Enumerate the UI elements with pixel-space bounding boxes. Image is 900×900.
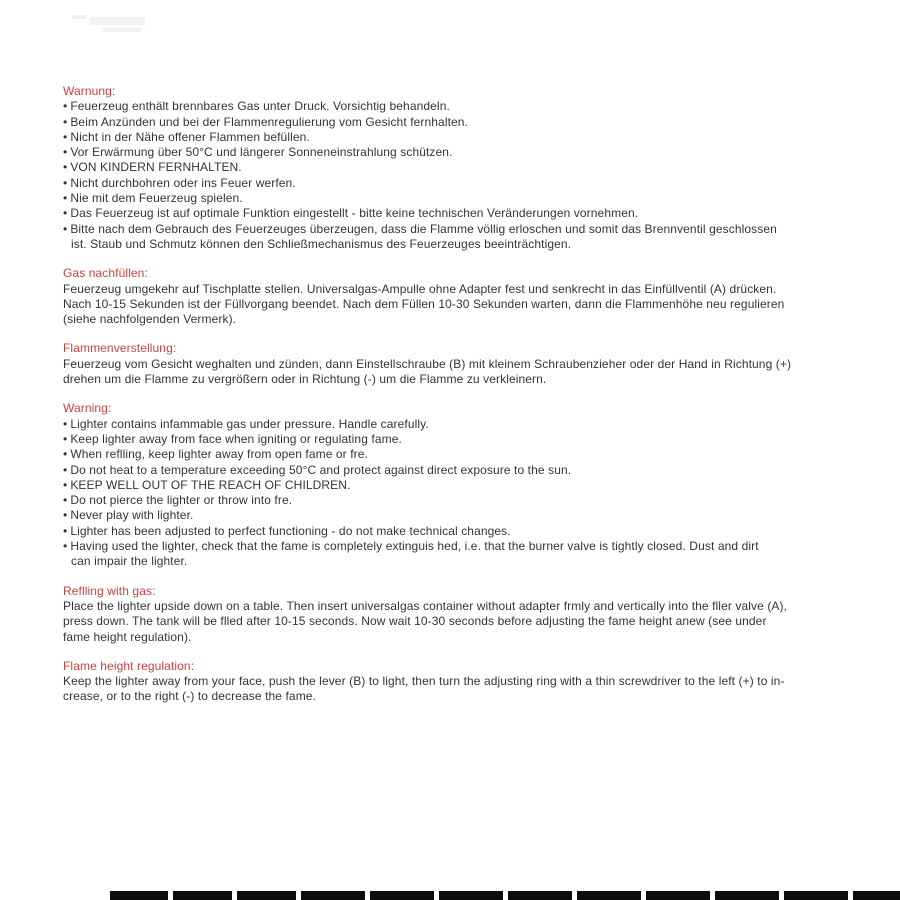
bullet-text: Das Feuerzeug ist auf optimale Funktion eingestellt - bitte keine technischen Veränderungen vornehmen. (70, 206, 639, 221)
bullet-line (63, 447, 858, 462)
bullet-line (63, 176, 858, 191)
bottom-bar-segment (784, 891, 848, 900)
bullet-marker: • (63, 160, 68, 175)
bullet-marker: • (63, 462, 68, 477)
instruction-sheet (63, 84, 858, 719)
paragraph (63, 599, 858, 645)
paragraph-line: crease, or to the right (-) to decrease the fame. (63, 689, 317, 704)
bullet-item (63, 463, 858, 478)
bullet-line-continuation (63, 237, 858, 252)
bullet-line (63, 432, 858, 447)
paragraph-line: Feuerzeug umgekehr auf Tischplatte stellen. Universalgas-Ampulle ohne Adapter fest und senkrecht in das Einfüllventil (A) drücken. (63, 281, 777, 296)
bullet-line (63, 417, 858, 432)
bullet-marker: • (63, 539, 68, 554)
paragraph-line: Keep the lighter away from your face, push the lever (B) to light, then turn the adjusting ring with a thin screwdriver to the left (+) to in- (63, 674, 785, 689)
bullet-item (63, 508, 858, 523)
paragraph (63, 282, 858, 328)
bullet-item (63, 191, 858, 206)
bullet-text: Do not pierce the lighter or throw into fre. (70, 493, 293, 508)
section-gas-nachfuellen (63, 266, 858, 327)
bullet-text: Never play with lighter. (70, 508, 194, 523)
bullet-marker: • (63, 447, 68, 462)
bullet-text: When reflling, keep lighter away from open fame or fre. (70, 447, 368, 462)
bottom-bar-segment (237, 891, 296, 900)
bullet-line (63, 191, 858, 206)
bullet-text: Bitte nach dem Gebrauch des Feuerzeuges überzeugen, dass die Flamme völlig erloschen und somit das Brennventil geschlossen (70, 221, 777, 236)
bullet-line (63, 508, 858, 523)
bullet-marker: • (63, 114, 68, 129)
bottom-bar-segment (577, 891, 641, 900)
bullet-item (63, 206, 858, 221)
bullet-text: Lighter has been adjusted to perfect functioning - do not make technical changes. (70, 523, 511, 538)
bullet-marker: • (63, 523, 68, 538)
bullet-text: ist. Staub und Schmutz können den Schließmechanismus des Feuerzeuges beeinträchtigen. (71, 236, 572, 251)
bullet-line (63, 222, 858, 237)
faded-text-artifact (90, 17, 145, 25)
paragraph-line: drehen um die Flamme zu vergrößern oder in Richtung (-) um die Flamme zu verkleinern. (63, 372, 547, 387)
bullet-marker: • (63, 129, 68, 144)
section-refilling-with-gas (63, 584, 858, 645)
section-heading: Warning: (63, 401, 112, 416)
section-heading: Flammenverstellung: (63, 341, 177, 356)
bullet-item (63, 176, 858, 191)
bottom-bar-segment (715, 891, 779, 900)
bullet-text: VON KINDERN FERNHALTEN. (70, 160, 242, 175)
bullet-line (63, 206, 858, 221)
bullet-item (63, 222, 858, 253)
bottom-bar-segment (508, 891, 572, 900)
bullet-marker: • (63, 206, 68, 221)
section-heading: Flame height regulation: (63, 658, 195, 673)
bullet-marker: • (63, 477, 68, 492)
bullet-text: Nie mit dem Feuerzeug spielen. (70, 191, 243, 206)
paragraph-line: fame height regulation). (63, 629, 192, 644)
bullet-text: can impair the lighter. (71, 554, 188, 569)
bottom-bar-segment (439, 891, 503, 900)
bullet-item (63, 130, 858, 145)
bullet-marker: • (63, 221, 68, 236)
bullet-marker: • (63, 416, 68, 431)
bottom-bar-segment (173, 891, 232, 900)
bullet-text: Having used the lighter, check that the fame is completely extinguis hed, i.e. that the burner valve is tightly closed. Dust and dirt (70, 539, 759, 554)
bottom-bar-segment (110, 891, 168, 900)
paragraph-line: Place the lighter upside down on a table. Then insert universalgas container without adapter frmly and vertically into the fller valve (A), (63, 598, 788, 613)
bottom-bar-segment (370, 891, 434, 900)
bullet-line (63, 478, 858, 493)
faded-text-artifact (72, 15, 86, 19)
bullet-text: Vor Erwärmung über 50°C und längerer Sonneneinstrahlung schützen. (70, 145, 453, 160)
bottom-bar-segment (853, 891, 900, 900)
bullet-item (63, 493, 858, 508)
bullet-item (63, 478, 858, 493)
bullet-marker: • (63, 191, 68, 206)
section-flammenverstellung (63, 341, 858, 387)
bullet-text: Nicht durchbohren oder ins Feuer werfen. (70, 175, 296, 190)
bullet-text: Feuerzeug enthält brennbares Gas unter Druck. Vorsichtig behandeln. (70, 99, 450, 114)
bullet-line (63, 463, 858, 478)
bullet-item (63, 99, 858, 114)
paragraph-line: Feuerzeug vom Gesicht weghalten und zünden, dann Einstellschraube (B) mit kleinem Schraubenzieher oder der Hand in Richtung (+) (63, 356, 792, 371)
bullet-line (63, 99, 858, 114)
bullet-text: Keep lighter away from face when igniting or regulating fame. (70, 431, 402, 446)
bullet-marker: • (63, 508, 68, 523)
paragraph-line: Nach 10-15 Sekunden ist der Füllvorgang beendet. Nach dem Füllen 10-30 Sekunden warten, dann die Flammenhöhe neu regulieren (63, 296, 785, 311)
section-heading: Gas nachfüllen: (63, 266, 148, 281)
bullet-marker: • (63, 493, 68, 508)
bullet-line (63, 493, 858, 508)
paragraph (63, 357, 858, 388)
bullet-item (63, 447, 858, 462)
bullet-text: KEEP WELL OUT OF THE REACH OF CHILDREN. (70, 477, 351, 492)
bullet-line (63, 160, 858, 175)
bullet-text: Nicht in der Nähe offener Flammen befüllen. (70, 129, 310, 144)
section-heading: Warnung: (63, 84, 116, 98)
bullet-marker: • (63, 431, 68, 446)
bullet-item (63, 115, 858, 130)
bullet-item (63, 145, 858, 160)
bullet-item (63, 524, 858, 539)
paragraph (63, 674, 858, 705)
bullet-marker: • (63, 175, 68, 190)
bullet-item (63, 160, 858, 175)
bullet-line (63, 524, 858, 539)
section-flame-height-regulation (63, 659, 858, 705)
bullet-line (63, 130, 858, 145)
paragraph-line: press down. The tank will be flled after 10-15 seconds. Now wait 10-30 seconds before adjusting the fame height anew (see under (63, 614, 767, 629)
bottom-bar-segment (301, 891, 365, 900)
bullet-marker: • (63, 99, 68, 114)
bottom-bar-segment (646, 891, 710, 900)
bullet-marker: • (63, 145, 68, 160)
section-heading: Reflling with gas: (63, 583, 156, 598)
bullet-item (63, 539, 858, 570)
paragraph-line: (siehe nachfolgenden Vermerk). (63, 312, 237, 327)
section-warning-en (63, 401, 858, 569)
bullet-text: Lighter contains infammable gas under pressure. Handle carefully. (70, 416, 429, 431)
bullet-text: Do not heat to a temperature exceeding 50°C and protect against direct exposure to the sun. (70, 462, 572, 477)
bullet-line (63, 115, 858, 130)
bullet-item (63, 432, 858, 447)
bullet-item (63, 417, 858, 432)
bullet-line (63, 145, 858, 160)
section-warnung-de (63, 84, 858, 252)
bullet-text: Beim Anzünden und bei der Flammenregulierung vom Gesicht fernhalten. (70, 114, 468, 129)
bullet-line-continuation (63, 554, 858, 569)
bullet-line (63, 539, 858, 554)
faded-text-artifact (103, 28, 141, 32)
